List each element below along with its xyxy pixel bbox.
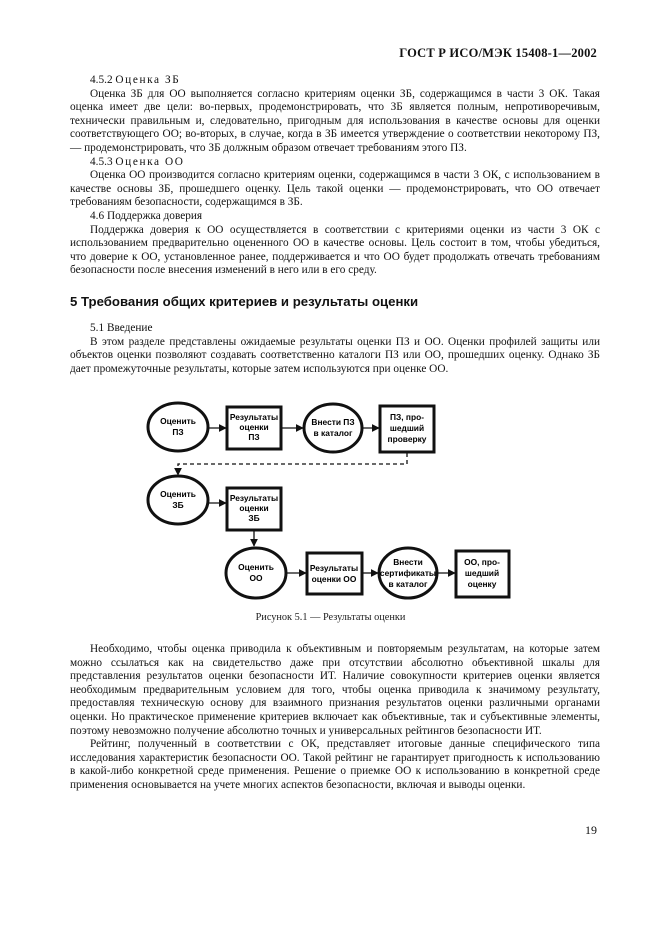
upper-text-block [70, 74, 600, 376]
figure-caption: Рисунок 5.1 — Результаты оценки [255, 612, 406, 623]
figure-5-1-diagram [140, 395, 520, 607]
dashed-link-pz-to-zb [178, 453, 407, 475]
pz-passed-label: ПЗ, про-шедший проверку [387, 412, 427, 444]
eval-oo-label: Оценить ОО [238, 562, 274, 583]
page-number: 19 [585, 823, 597, 837]
heading-title: Оценка ОО [115, 155, 185, 168]
heading-number: 4.5.2 [90, 74, 113, 86]
heading-4-5-2 [70, 74, 600, 88]
results-pz-label: Результаты оценки ПЗ [229, 412, 279, 442]
heading-4-5-3 [70, 156, 600, 170]
heading-5-1: 5.1 Введение [90, 321, 153, 334]
oo-passed-label: ОО, про-шедший оценку [464, 557, 500, 589]
heading-4-6: 4.6 Поддержка доверия [90, 209, 203, 222]
eval-zb-label: Оценить ЗБ [160, 489, 196, 510]
eval-pz-label: Оценить ПЗ [160, 416, 196, 437]
paragraph-4-6: Поддержка доверия к ОО осуществляется в соответствии с критериями оценки из части 3 ОК с использованием предварительно оцененного ОО в качестве основы. Цель состоит в том, чтобы убедиться, что доверие к ОО, установленное ранее, поддерживается и что ОО будет продолжать отвечать требованиям безопасности после внесения изменений в него или в его среду. [70, 223, 600, 277]
paragraph-5-1: В этом разделе представлены ожидаемые результаты оценки ПЗ и ОО. Оценки профилей защиты или объектов оценки позволяют создавать соответственно каталоги ПЗ или ОО, прошедших оценку. Однако ЗБ дает промежуточные результаты, которые затем используются при оценке ОО. [70, 335, 600, 375]
paragraph-4-5-2: Оценка ЗБ для ОО выполняется согласно критериям оценки ЗБ, содержащимся в части 3 ОК. Такая оценка имеет две цели: во-первых, продемонстрировать, что ЗБ является полным, непротиворечивым, технически правильным и, следовательно, пригодным для использования в качестве основы для оценки соответствующего ОО; во-вторых, в случае, когда в ЗБ имеется утверждение о соответствии некоторому ПЗ, — продемонстрировать, что ЗБ должным образом отвечает требованиям этого ПЗ. [70, 87, 600, 154]
paragraph-objectivity: Необходимо, чтобы оценка приводила к объективным и повторяемым результатам, на которые затем можно ссылаться как на свидетельство даже при отсутствии абсолютно объективной шкалы для представления результатов оценки безопасности ИТ. Наличие совокупности критериев оценки является необходимым предварительным условием для того, чтобы оценка приводила к значимому результату, предоставляя техническую основу для взаимного признания результатов оценки различными органами оценки. Но практическое применение критериев включает как объективные, так и субъективные элементы, поэтому невозможно получение абсолютно точных и универсальных рейтингов безопасности ИТ. [70, 643, 600, 737]
paragraph-4-5-3: Оценка ОО производится согласно критериям оценки, содержащимся в части 3 ОК, с использованием в качестве основы ЗБ, прошедшего оценку. Цель такой оценки — продемонстрировать, что ОО отвечает требованиям безопасности, содержащимся в ЗБ. [70, 169, 600, 209]
heading-title: Оценка ЗБ [115, 74, 181, 86]
document-code-header: ГОСТ Р ИСО/МЭК 15408-1—2002 [399, 46, 597, 60]
section-5-heading: 5 Требования общих критериев и результаты оценки [70, 293, 419, 309]
results-oo-label: Результаты оценки ОО [309, 563, 359, 584]
lower-text-block [70, 643, 600, 793]
heading-number: 4.5.3 [90, 155, 113, 168]
cert-catalog-label: Внести сертификаты в каталог [379, 557, 437, 589]
paragraph-rating: Рейтинг, полученный в соответствии с ОК, представляет итоговые данные специфического типа исследования характеристик безопасности ОО. Такой рейтинг не гарантирует пригодность к использованию в какой-либо конкретной среде применения. Решение о приемке ОО к использованию в конкретной среде применения основывается на учете многих аспектов безопасности, включая и выводы оценки. [70, 738, 600, 791]
results-zb-label: Результаты оценки ЗБ [229, 493, 279, 523]
catalog-pz-label: Внести ПЗ в каталог [311, 417, 355, 438]
